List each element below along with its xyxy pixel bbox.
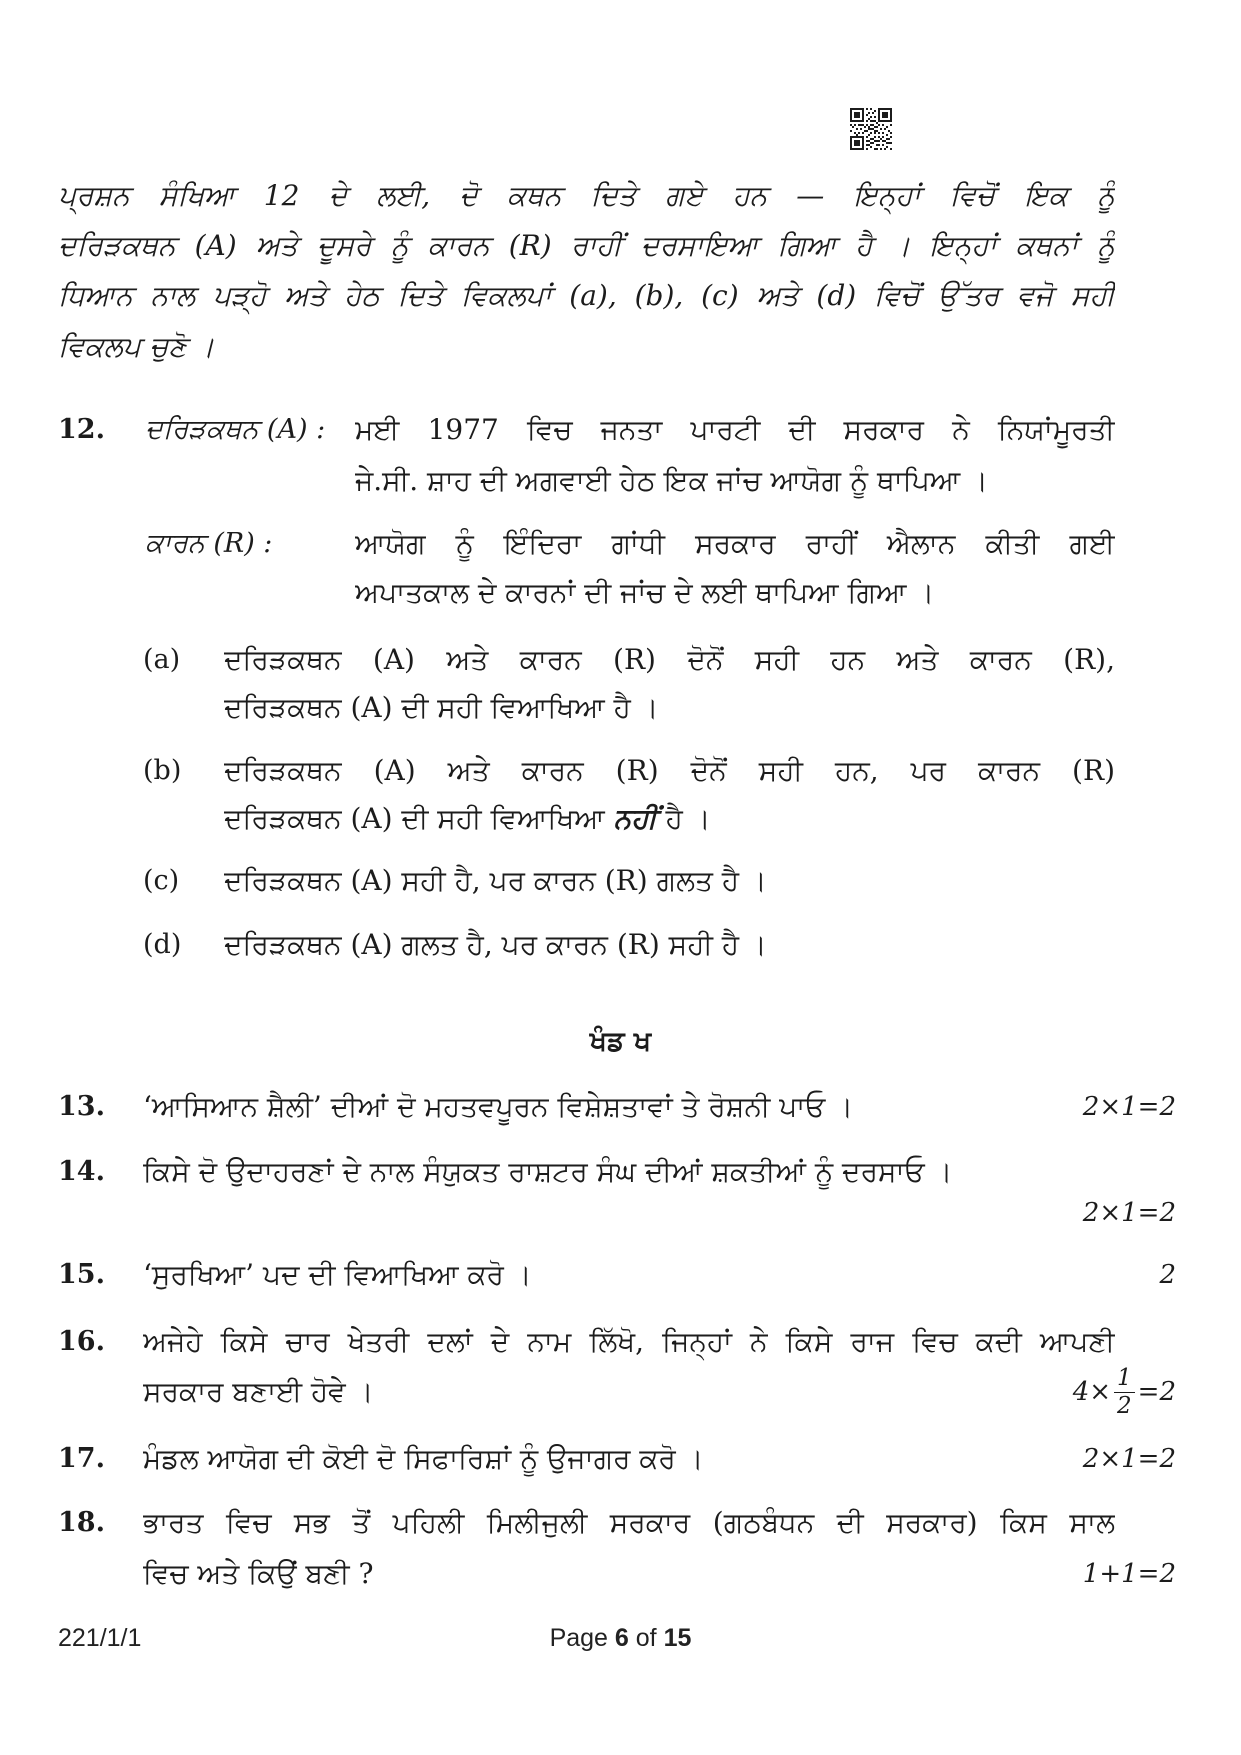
question-number: 13.: [58, 1091, 105, 1122]
reason-text-line: ਅਪਾਤਕਾਲ ਦੇ ਕਾਰਨਾਂ ਦੀ ਜਾਂਚ ਦੇ ਲਈ ਥਾਪਿਆ ਗਿਆ ।: [355, 576, 935, 609]
question-number: 18.: [58, 1507, 105, 1538]
option-label: (d): [143, 929, 182, 960]
marks-prefix: 4×: [1072, 1377, 1112, 1407]
option-text-line: ਦਰਿੜਕਥਨ (A) ਦੀ ਸਹੀ ਵਿਆਖਿਆ ਹੈ ।: [224, 691, 659, 724]
reason-label: ਕਾਰਨ (R) :: [145, 528, 273, 559]
question-number: 12.: [58, 414, 105, 445]
marks: 1+1=2: [1082, 1559, 1176, 1589]
marks: [1073, 1360, 1176, 1424]
option-label: (c): [143, 865, 180, 896]
question-text-line: ਮੰਡਲ ਆਯੋਗ ਦੀ ਕੋਈ ਦੋ ਸਿਫਾਰਿਸ਼ਾਂ ਨੂੰ ਉਜਾਗਰ ਕਰੋ ।: [143, 1442, 704, 1475]
assertion-text-line: ਮਈ 1977 ਵਿਚ ਜਨਤਾ ਪਾਰਟੀ ਦੀ ਸਰਕਾਰ ਨੇ ਨਿਯਾਂਮੂਰਤੀ: [355, 413, 1115, 446]
option-text-line: ਦਰਿੜਕਥਨ (A) ਅਤੇ ਕਾਰਨ (R) ਦੋਨੋਂ ਸਹੀ ਹਨ ਅਤੇ ਕਾਰਨ (R),: [224, 643, 1115, 676]
assertion-text-line: ਜੇ.ਸੀ. ਸ਼ਾਹ ਦੀ ਅਗਵਾਈ ਹੇਠ ਇਕ ਜਾਂਚ ਆਯੋਗ ਨੂੰ ਥਾਪਿਆ ।: [355, 464, 989, 497]
instruction-line: ਦਰਿੜਕਥਨ (A) ਅਤੇ ਦੂਸਰੇ ਨੂੰ ਕਾਰਨ (R) ਰਾਹੀਂ ਦਰਸਾਇਆ ਗਿਆ ਹੈ । ਇਨ੍ਹਾਂ ਕਥਨਾਂ ਨੂੰ: [58, 229, 1115, 262]
page-word: Page: [549, 1624, 608, 1652]
instruction-line: ਧਿਆਨ ਨਾਲ ਪੜ੍ਹੋ ਅਤੇ ਹੇਠ ਦਿਤੇ ਵਿਕਲਪਾਂ (a), (b), (c) ਅਤੇ (d) ਵਿਚੋਂ ਉੱਤਰ ਵਜੋ ਸਹੀ: [58, 279, 1115, 312]
marks: 2: [1159, 1260, 1176, 1290]
marks: 2×1=2: [1082, 1198, 1176, 1228]
question-text-line: ਵਿਚ ਅਤੇ ਕਿਉਂ ਬਣੀ ?: [143, 1557, 374, 1590]
question-number: 15.: [58, 1259, 105, 1290]
option-text-line: ਦਰਿੜਕਥਨ (A) ਸਹੀ ਹੈ, ਪਰ ਕਾਰਨ (R) ਗਲਤ ਹੈ ।: [224, 864, 767, 897]
marks: 2×1=2: [1082, 1444, 1176, 1474]
page-indicator: [0, 1613, 1241, 1663]
question-text-line: ‘ਸੁਰਖਿਆ’ ਪਦ ਦੀ ਵਿਆਖਿਆ ਕਰੋ ।: [143, 1258, 532, 1291]
question-number: 14.: [58, 1156, 105, 1187]
instruction-line: ਪ੍ਰਸ਼ਨ ਸੰਖਿਆ 12 ਦੇ ਲਈ, ਦੋ ਕਥਨ ਦਿਤੇ ਗਏ ਹਨ — ਇਨ੍ਹਾਂ ਵਿਚੋਂ ਇਕ ਨੂੰ: [58, 179, 1115, 212]
question-text-line: ਅਜੇਹੇ ਕਿਸੇ ਚਾਰ ਖੇਤਰੀ ਦਲਾਂ ਦੇ ਨਾਮ ਲਿੱਖੋ, ਜਿਨ੍ਹਾਂ ਨੇ ਕਿਸੇ ਰਾਜ ਵਿਚ ਕਦੀ ਆਪਣੀ: [143, 1325, 1115, 1358]
current-page: 6: [614, 1624, 629, 1652]
marks-fraction: [1114, 1365, 1135, 1420]
fraction-numerator: 1: [1114, 1365, 1135, 1393]
section-heading: ਖੰਡ ਖ: [589, 1026, 652, 1057]
option-text-line: ਦਰਿੜਕਥਨ (A) ਅਤੇ ਕਾਰਨ (R) ਦੋਨੋਂ ਸਹੀ ਹਨ, ਪਰ ਕਾਰਨ (R): [224, 754, 1115, 787]
option-label: (b): [143, 755, 182, 786]
option-text: ਦਰਿੜਕਥਨ (A) ਦੀ ਸਹੀ ਵਿਆਖਿਆ: [224, 802, 605, 835]
question-text-line: ਕਿਸੇ ਦੋ ਉਦਾਹਰਣਾਂ ਦੇ ਨਾਲ ਸੰਯੁਕਤ ਰਾਸ਼ਟਰ ਸੰਘ ਦੀਆਂ ਸ਼ਕਤੀਆਂ ਨੂੰ ਦਰਸਾਓ ।: [143, 1155, 953, 1188]
option-text-line: ਦਰਿੜਕਥਨ (A) ਗਲਤ ਹੈ, ਪਰ ਕਾਰਨ (R) ਸਹੀ ਹੈ ।: [224, 928, 767, 961]
question-text-line: ਸਰਕਾਰ ਬਣਾਈ ਹੋਵੇ ।: [143, 1375, 374, 1408]
question-number: 17.: [58, 1443, 105, 1474]
option-text-line: [224, 794, 1115, 844]
fraction-denominator: 2: [1117, 1392, 1132, 1419]
qr-code-icon: [850, 108, 892, 150]
option-text: ਹੈ ।: [665, 802, 711, 835]
question-text-line: ‘ਆਸਿਆਨ ਸ਼ੈਲੀ’ ਦੀਆਂ ਦੋ ਮਹਤਵਪੂਰਨ ਵਿਸ਼ੇਸ਼ਤਾਵਾਂ ਤੇ ਰੋਸ਼ਨੀ ਪਾਓ ।: [143, 1090, 854, 1123]
question-number: 16.: [58, 1326, 105, 1357]
marks-suffix: =2: [1137, 1377, 1176, 1407]
emphasis-word: ਨਹੀਂ: [613, 802, 657, 835]
instruction-line: ਵਿਕਲਪ ਚੁਣੋ ।: [58, 330, 215, 363]
option-label: (a): [143, 644, 181, 675]
paper-code: 221/1/1: [58, 1624, 142, 1652]
marks: 2×1=2: [1082, 1092, 1176, 1122]
assertion-label: ਦਰਿੜਕਥਨ (A) :: [145, 414, 326, 445]
reason-text-line: ਆਯੋਗ ਨੂੰ ਇੰਦਿਰਾ ਗਾਂਧੀ ਸਰਕਾਰ ਰਾਹੀਂ ਐਲਾਨ ਕੀਤੀ ਗਈ: [355, 527, 1115, 560]
total-pages: 15: [663, 1624, 692, 1652]
question-text-line: ਭਾਰਤ ਵਿਚ ਸਭ ਤੋਂ ਪਹਿਲੀ ਮਿਲੀਜੁਲੀ ਸਰਕਾਰ (ਗਠਬੰਧਨ ਦੀ ਸਰਕਾਰ) ਕਿਸ ਸਾਲ: [143, 1506, 1115, 1539]
of-word: of: [635, 1624, 657, 1652]
